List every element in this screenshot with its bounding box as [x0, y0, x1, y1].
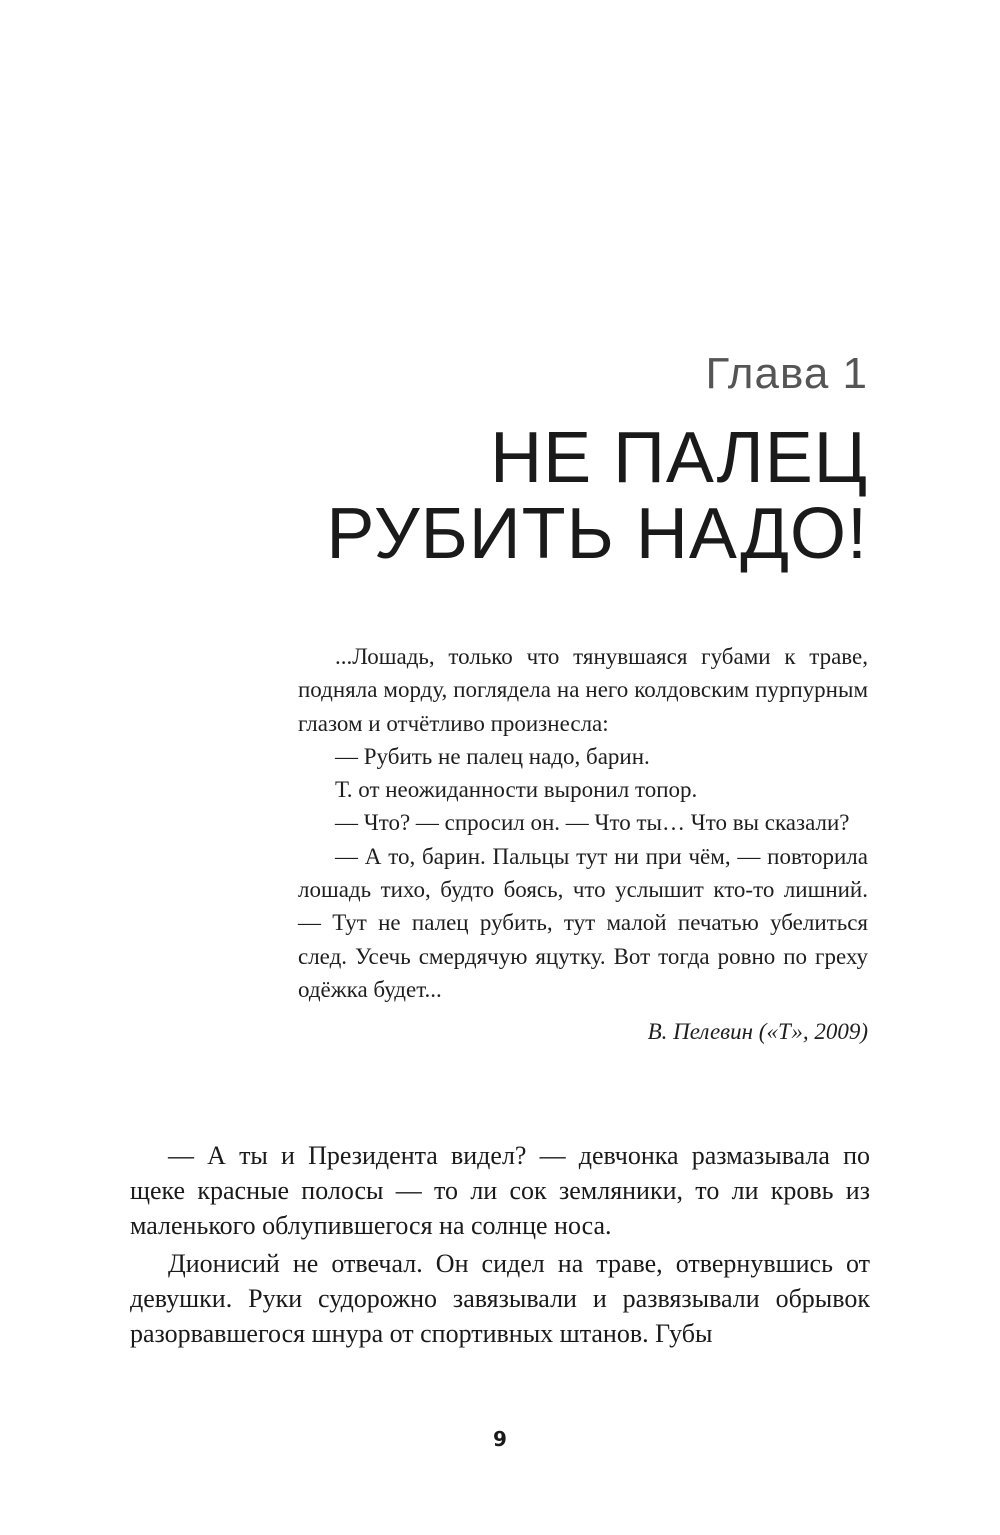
epigraph-paragraph: — Что? — спросил он. — Что ты… Что вы сказали?: [335, 810, 850, 836]
epigraph-paragraph: — А то, барин. Пальцы тут ни при чём, — повторила лошадь тихо, будто боясь, что услышит кто-то лишний. — Тут не палец рубить, тут малой печатью убелиться след. Усечь смердячую яцутку. Вот тогда ровно по греху одёжка будет...: [298, 843, 868, 1002]
epigraph-paragraph: ...Лошадь, только что тянувшаяся губами к траве, подняла морду, поглядела на него колдовским пурпурным глазом и отчётливо произнесла:: [298, 644, 868, 736]
page-number: 9: [493, 1427, 507, 1451]
chapter-title-line: НЕ ПАЛЕЦ: [490, 418, 868, 498]
body-text: [130, 1138, 870, 1351]
chapter-title-line: РУБИТЬ НАДО!: [326, 494, 868, 574]
body-paragraph: — А ты и Президента видел? — девчонка размазывала по щеке красные полосы — то ли сок земляники, то ли кровь из маленького облупившегося на солнце носа.: [130, 1141, 870, 1240]
chapter-title: [326, 420, 868, 572]
chapter-label: Глава 1: [705, 349, 868, 398]
epigraph-attribution: В. Пелевин («Т», 2009): [647, 1019, 868, 1045]
epigraph-paragraph: Т. от неожиданности выронил топор.: [335, 777, 698, 803]
epigraph-paragraph: — Рубить не палец надо, барин.: [335, 743, 650, 769]
epigraph: [298, 640, 868, 1049]
body-paragraph: Дионисий не отвечал. Он сидел на траве, отвернувшись от девушки. Руки судорожно завязывали и развязывали обрывок разорвавшегося шнура от спортивных штанов. Губы: [130, 1249, 870, 1348]
